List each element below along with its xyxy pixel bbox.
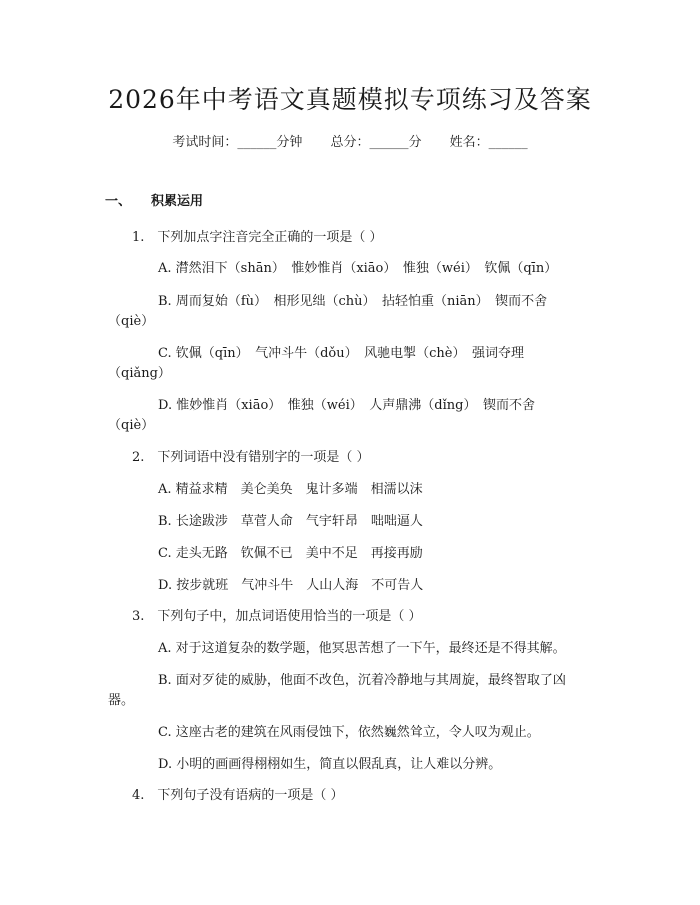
question-option: A. 对于这道复杂的数学题，他冥思苦想了一下午，最终还是不得其解。 <box>158 641 566 656</box>
question-option: C. 走头无路 钦佩不已 美中不足 再接再励 <box>158 546 423 561</box>
question-stem: 1. 下列加点字注音完全正确的一项是（ ） <box>132 230 383 245</box>
question-option: D. 小明的画画得栩栩如生，简直以假乱真，让人难以分辨。 <box>158 757 502 772</box>
question-option: A. 精益求精 美仑美奂 鬼计多端 相濡以沫 <box>158 482 423 497</box>
section-heading <box>105 190 203 209</box>
question-option: C. 钦佩（qīn） 气冲斗牛（dǒu） 风驰电掣（chè） 强词夺理 <box>158 346 524 361</box>
exam-score: 总分：______分 <box>330 135 422 150</box>
exam-time: 考试时间：______分钟 <box>172 135 303 150</box>
page-title: 2026年中考语文真题模拟专项练习及答案 <box>108 85 592 114</box>
section-number: 一、 <box>105 194 132 209</box>
question-option: C. 这座古老的建筑在风雨侵蚀下，依然巍然耸立，令人叹为观止。 <box>158 725 540 740</box>
exam-meta <box>0 131 700 150</box>
question-option: B. 面对歹徒的威胁，他面不改色，沉着冷静地与其周旋，最终智取了凶 <box>158 673 566 688</box>
question-stem: 2. 下列词语中没有错别字的一项是（ ） <box>132 450 370 465</box>
question-option-continued: （qiè） <box>108 314 155 329</box>
section-title: 积累运用 <box>151 194 204 209</box>
question-option: D. 惟妙惟肖（xiāo） 惟独（wéi） 人声鼎沸（dǐng） 锲而不舍 <box>158 398 535 413</box>
question-option-continued: （qiè） <box>108 418 155 433</box>
question-option-continued: 器。 <box>108 693 135 708</box>
question-option: A. 潸然泪下（shān） 惟妙惟肖（xiāo） 惟独（wéi） 钦佩（qīn） <box>158 261 558 276</box>
question-option: B. 周而复始（fù） 相形见绌（chù） 拈轻怕重（niān） 锲而不舍 <box>158 294 548 309</box>
question-option-continued: （qiǎng） <box>108 366 171 381</box>
question-stem: 3. 下列句子中，加点词语使用恰当的一项是（ ） <box>132 609 422 624</box>
question-option: D. 按步就班 气冲斗牛 人山人海 不可告人 <box>158 578 424 593</box>
question-option: B. 长途跋涉 草菅人命 气宇轩昂 咄咄逼人 <box>158 514 423 529</box>
exam-name: 姓名：______ <box>449 135 528 150</box>
question-stem: 4. 下列句子没有语病的一项是（ ） <box>132 788 344 803</box>
